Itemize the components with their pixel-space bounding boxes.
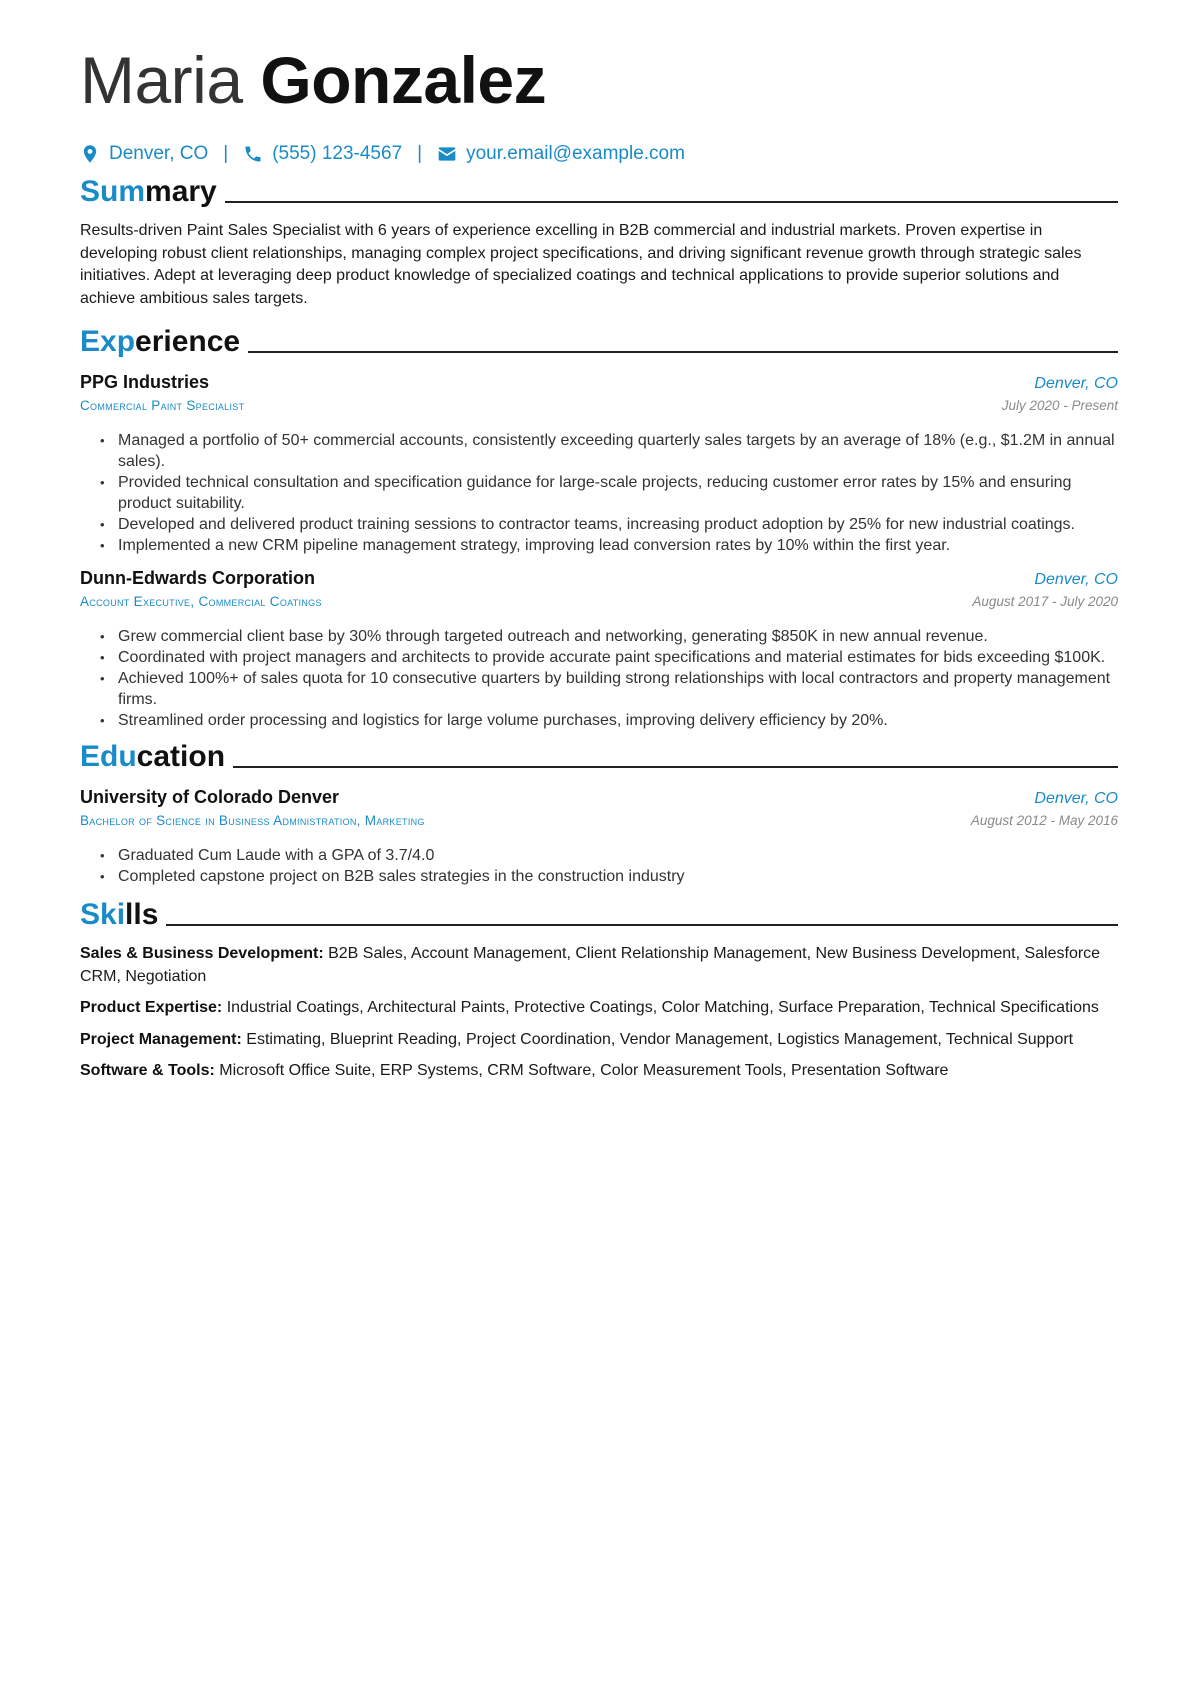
- email-text[interactable]: your.email@example.com: [466, 143, 685, 164]
- entry-location: Denver, CO: [1034, 571, 1118, 588]
- summary-text: Results-driven Paint Sales Specialist with 6 years of experience excelling in B2B commercial and industrial markets. Proven expertise in developing robust client relationships, managing complex project specifications, and driving significant revenue growth through strategic sales initiatives. Adept at leveraging deep product knowledge of specialized coatings and technical applications to provide superior solutions and achieve ambitious sales targets.: [80, 222, 1082, 307]
- company-name: Dunn-Edwards Corporation: [80, 568, 315, 588]
- title-rest: erience: [135, 325, 241, 358]
- skill-label: Product Expertise:: [80, 999, 223, 1016]
- skill-label: Software & Tools:: [80, 1062, 215, 1079]
- entry-location: Denver, CO: [1034, 790, 1118, 807]
- section-rule: [248, 351, 1118, 353]
- entry-dates: July 2020 - Present: [1001, 398, 1118, 413]
- section-rule: [233, 766, 1118, 768]
- skill-group: [80, 997, 1118, 1020]
- education-heading: [80, 735, 1118, 775]
- contact-phone[interactable]: [243, 143, 402, 165]
- skill-items: B2B Sales, Account Management, Client Relationship Management, New Business Development, Salesforce CRM, Negotiation: [80, 945, 1101, 985]
- map-marker-icon: [80, 144, 100, 164]
- company-name: PPG Industries: [80, 372, 210, 392]
- phone-text[interactable]: (555) 123-4567: [272, 143, 403, 164]
- section-title: [80, 897, 158, 933]
- location-text: Denver, CO: [109, 143, 209, 164]
- entry-header: [80, 566, 1118, 592]
- section-title: [80, 174, 217, 210]
- section-rule: [225, 201, 1118, 203]
- title-accent: Ski: [80, 898, 126, 931]
- last-name: Gonzalez: [260, 43, 547, 117]
- job-title: Account Executive, Commercial Coatings: [80, 594, 322, 609]
- section-title: [80, 324, 240, 360]
- summary-heading: [80, 170, 1118, 210]
- skills-heading: [80, 893, 1118, 933]
- resume-page: [80, 38, 1118, 1083]
- envelope-icon: [437, 144, 457, 164]
- education-entry: [80, 785, 1118, 887]
- skill-group: [80, 1060, 1118, 1083]
- contact-line: [80, 140, 1118, 168]
- entry-subheader: [80, 592, 1118, 612]
- section-rule: [166, 924, 1118, 926]
- entry-location: Denver, CO: [1034, 375, 1118, 392]
- title-accent: Edu: [80, 740, 137, 773]
- list-item: • Provided technical consultation and specification guidance for large-scale projects, reducing customer error rates by 15% and ensuring product suitability.: [100, 472, 1118, 514]
- list-item: • Implemented a new CRM pipeline management strategy, improving lead conversion rates by 10% within the first year.: [100, 535, 1118, 556]
- entry-dates: August 2017 - July 2020: [972, 594, 1118, 609]
- contact-separator: |: [223, 143, 229, 164]
- entry-header: [80, 370, 1118, 396]
- list-item: • Streamlined order processing and logistics for large volume purchases, improving delivery efficiency by 20%.: [100, 710, 1118, 731]
- title-rest: cation: [136, 740, 226, 773]
- candidate-name: [80, 38, 1118, 122]
- experience-entry: [80, 566, 1118, 731]
- title-rest: mary: [145, 175, 217, 208]
- job-title: Commercial Paint Specialist: [80, 398, 245, 413]
- title-accent: Exp: [80, 325, 136, 358]
- skill-items: Industrial Coatings, Architectural Paints, Protective Coatings, Color Matching, Surface Preparation, Technical Specifications: [226, 999, 1099, 1016]
- experience-entry: [80, 370, 1118, 556]
- bullet-list: [80, 626, 1118, 731]
- skill-items: Microsoft Office Suite, ERP Systems, CRM Software, Color Measurement Tools, Presentation Software: [219, 1062, 949, 1079]
- skill-group: [80, 943, 1118, 988]
- list-item: • Completed capstone project on B2B sales strategies in the construction industry: [100, 866, 1118, 887]
- list-item: • Coordinated with project managers and architects to provide accurate paint specifications and material estimates for bids exceeding $100K.: [100, 647, 1118, 668]
- contact-separator: |: [417, 143, 423, 164]
- entry-subheader: [80, 396, 1118, 416]
- degree: Bachelor of Science in Business Administration, Marketing: [80, 813, 425, 828]
- experience-heading: [80, 320, 1118, 360]
- bullet-list: [80, 430, 1118, 556]
- bullet-list: [80, 845, 1118, 887]
- list-item: • Achieved 100%+ of sales quota for 10 consecutive quarters by building strong relationships with local contractors and property management firms.: [100, 668, 1118, 710]
- contact-location: [80, 143, 208, 165]
- school-name: University of Colorado Denver: [80, 787, 340, 807]
- entry-dates: August 2012 - May 2016: [970, 813, 1118, 828]
- section-title: [80, 739, 225, 775]
- skill-label: Sales & Business Development:: [80, 945, 324, 962]
- skill-label: Project Management:: [80, 1030, 242, 1048]
- list-item: • Developed and delivered product training sessions to contractor teams, increasing product adoption by 25% for new industrial coatings.: [100, 514, 1118, 535]
- first-name: Maria: [80, 43, 243, 117]
- skill-group: [80, 1029, 1118, 1052]
- list-item: • Graduated Cum Laude with a GPA of 3.7/4.0: [100, 845, 1118, 866]
- entry-header: [80, 785, 1118, 811]
- skill-items: Estimating, Blueprint Reading, Project Coordination, Vendor Management, Logistics Management, Technical Support: [246, 1030, 1074, 1048]
- list-item: • Managed a portfolio of 50+ commercial accounts, consistently exceeding quarterly sales targets by an average of 18% (e.g., $1.2M in annual sales).: [100, 430, 1118, 472]
- entry-subheader: [80, 811, 1118, 831]
- phone-icon: [243, 144, 263, 164]
- list-item: • Grew commercial client base by 30% through targeted outreach and networking, generating $850K in new annual revenue.: [100, 626, 1118, 647]
- title-rest: lls: [125, 898, 159, 931]
- contact-email[interactable]: [437, 143, 685, 165]
- title-accent: Sum: [80, 175, 146, 208]
